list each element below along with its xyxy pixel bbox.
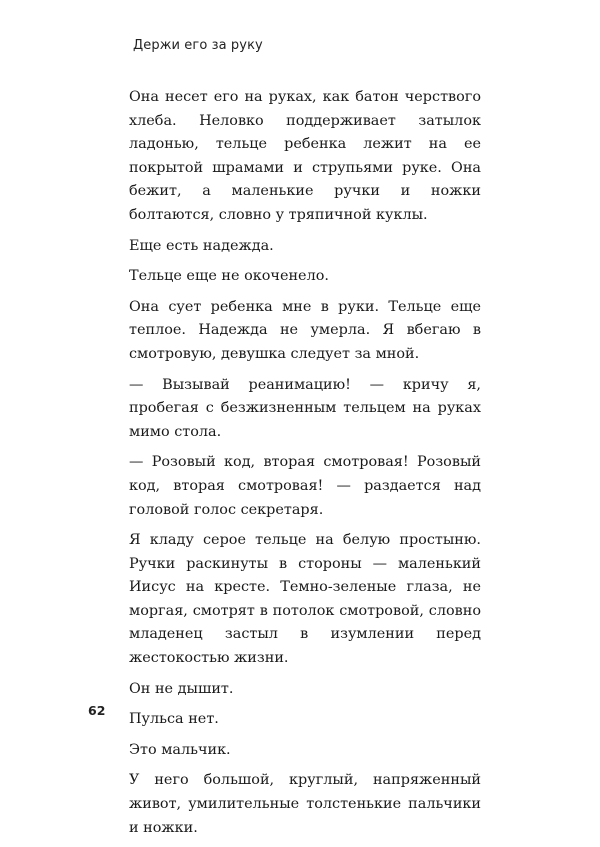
paragraph: Он не дышит. [129, 680, 234, 697]
paragraph: Она сует ребенка мне в руки. Тельце еще теплое. Надежда не умерла. Я вбегаю в смотровую, девушка следует за мной. [129, 298, 481, 362]
running-head: Держи его за руку [133, 38, 263, 53]
paragraph: Тельце еще не окоченело. [129, 268, 329, 285]
paragraph: — Вызывай реанимацию! — кричу я, пробегая с безжизненным тельцем на руках мимо стола. [129, 376, 481, 440]
paragraph: — Розовый код, вторая смотровая! Розовый код, вторая смотровая! — раздается над головой голос секретаря. [129, 454, 481, 518]
paragraph: Я кладу серое тельце на белую простыню. Ручки раскинуты в стороны — маленький Иисус на кресте. Темно-зеленые глаза, не моргая, смотрят в потолок смотровой, словно младенец застыл в изумлении перед жестокостью жизни. [129, 532, 481, 667]
page-number: 62 [88, 703, 106, 718]
paragraph: Это мальчик. [129, 741, 231, 758]
paragraph: Еще есть надежда. [129, 237, 274, 254]
body-text [129, 86, 481, 847]
paragraph: Она несет его на руках, как батон черствого хлеба. Неловко поддерживает затылок ладонью, тельце ребенка лежит на ее покрытой шрамами и струпьями руке. Она бежит, а маленькие ручки и ножки болтаются, словно у тряпичной куклы. [129, 89, 481, 223]
paragraph: У него большой, круглый, напряженный живот, умилительные толстенькие пальчики и ножки. [129, 772, 481, 836]
paragraph: Пульса нет. [129, 711, 219, 728]
